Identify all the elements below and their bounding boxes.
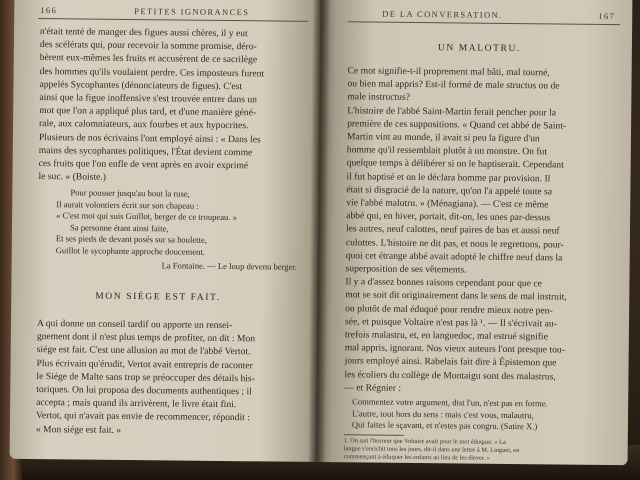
attribution: La Fontaine. — Le loup devenu berger. — [161, 260, 298, 272]
text-line: Plus écrivain qu'érudit, Vertot avait entrepris de raconter — [36, 357, 253, 371]
text-line: n'était tenté de manger des figues aussi chères, il y eut — [39, 26, 248, 40]
right-verse — [352, 396, 618, 434]
page-number-left: 166 — [40, 5, 58, 16]
text-line: était si disgracié de la nature, qu'on l'a appelé toute sa — [346, 184, 553, 198]
open-book — [10, 0, 633, 465]
text-line: ou plutôt de mal éduqué pour rendre mieux notre pen- — [345, 302, 553, 317]
text-line: quoi cet étrange abbé avait adopté le chiffre neuf dans la — [345, 250, 563, 264]
text-line: mal appris, ignorant. Nos vieux auteurs l'ont presque tou- — [344, 342, 566, 356]
right-page — [316, 0, 633, 465]
page-number-right: 167 — [598, 10, 616, 22]
text-line: L'histoire de l'abbé Saint-Martin ferait pencher pour la — [347, 104, 557, 119]
footnote-line: 1. On sait l'horreur que Voltaire avait pour le mot éduquer. « La — [343, 437, 506, 446]
footnote-line: commençant à éduquer les enfants au lieu de les élever. » — [343, 453, 491, 462]
text-line: le suc. » (Boiste.) — [38, 171, 106, 183]
header-rule-left — [38, 18, 308, 22]
verse-line: Guillot le sycophante approche doucement. — [55, 245, 205, 257]
running-head-left: PETITES IGNORANCES — [134, 6, 250, 18]
text-line: siége est fait. C'est une allusion au mot de l'abbé Vertot. — [36, 344, 251, 358]
text-line: vie l'abbé malotru. » (Ménagiana). — C'est ce même — [346, 197, 549, 211]
header-rule-right — [348, 21, 620, 25]
text-line: culottes. L'histoire ne dit pas, et nous le regrettons, pour- — [345, 236, 564, 251]
text-line: bèrent eux-mêmes les fruits et accusèrent de ce sacrilège — [39, 52, 258, 66]
text-line: ainsi que la figue inoffensive s'est trouvée entrer dans un — [39, 92, 258, 106]
section-title-right: UN MALOTRU. — [437, 43, 521, 55]
verse-line: Pour pousser jusqu'au bout la ruse, — [70, 187, 190, 199]
text-line: Martin vint au monde, il avait si peu la figure d'un — [346, 131, 540, 145]
text-line: il fut baptisé et on le déclara homme par provision. Il — [346, 170, 551, 185]
text-line: mot que l'on a appliqué plus tard, et d'une manière géné- — [39, 105, 257, 119]
text-line: toriques. On lui proposa des documents authentiques ; il — [36, 384, 252, 398]
text-line: accepta ; mais quand ils arrivèrent, le livre était fini. — [36, 397, 237, 411]
verse-line: Sa personne étant ainsi faite, — [69, 222, 169, 234]
text-line: appelés Sycophantes (dénonciateurs de figues). C'est — [39, 78, 243, 92]
text-line: quelque temps à délibérer si on le baptiserait. Cependant — [346, 157, 564, 171]
text-line: abbé qui, en hiver, portait, dit-on, les unes par-dessus — [346, 210, 551, 224]
verse-line: « C'est moi qui suis Guillot, berger de ce troupeau. » — [56, 210, 238, 223]
text-line: homme qu'il ressemblait plutôt à un monstre. On fut — [346, 144, 548, 158]
text-line: « Mon siége est fait. » — [35, 423, 122, 436]
text-line: mains des sycophantes politiques, l'État devient comme — [38, 144, 253, 159]
text-line: les écoliers du collège de Montaigu sont des malastrus, — [344, 368, 556, 383]
section-title-left: MON SIÉGE EST FAIT. — [95, 291, 221, 303]
text-line: des scélérats qui, pour recevoir la somme promise, déro- — [39, 39, 257, 53]
text-line: ces fruits que l'on enfle de vent après en avoir exprimé — [38, 158, 249, 172]
verse-line: Qui faites le sçavant, et n'estes pas congru. (Satire X.) — [351, 419, 538, 432]
text-line: gnement dont il n'est plus temps de profiter, on dit : Mon — [36, 331, 256, 345]
verse-line: Commentez votre argument, dist l'un, n'est pas en forme. — [352, 396, 548, 409]
footnote — [344, 437, 618, 464]
text-line: Plusieurs de nos écrivains l'ont employé ainsi : « Dans les — [38, 131, 261, 145]
text-line: mot se soit dit originairement dans le sens de mal instruit, — [345, 289, 567, 304]
text-line: des hommes qu'ils voulaient perdre. Ces imposteurs furent — [39, 65, 265, 80]
text-line: Il y a d'assez bonnes raisons cependant pour que ce — [345, 276, 542, 290]
running-head-right: DE LA CONVERSATION. — [382, 8, 503, 20]
text-line: le Siége de Malte sans trop se préoccuper des détails his- — [36, 370, 255, 385]
text-line: première de ces suppositions. « Quand cet abbé de Saint- — [347, 118, 567, 132]
text-line: Ce mot signifie-t-il proprement mal bâti, mal tourné, — [347, 65, 550, 79]
left-page — [10, 0, 327, 462]
text-line: male instructus? — [347, 91, 411, 104]
left-text-bottom — [36, 317, 307, 439]
verse-line: L'autre, tout hors du sens : mais c'est vous, malautru, — [352, 407, 534, 420]
text-line: Vertot, qui n'avait pas envie de recommencer, répondit : — [35, 410, 250, 424]
text-line: A qui donne un conseil tardif ou apporte un rensei- — [36, 318, 233, 332]
right-text — [344, 64, 621, 397]
footnote-line: langue s'enrichit tous les jours, dit-il dans une lettre à M. Linguet, en — [343, 445, 520, 455]
verse-line: Et ses pieds de devant posés sur sa houlette, — [55, 233, 207, 246]
left-verse — [56, 187, 307, 259]
text-line: jours employé ainsi. Rabelais fait dire à Épistemon que — [344, 355, 557, 369]
text-line: trefois malastru, et, en languedoc, mal estrué signifie — [344, 329, 548, 343]
text-line: superposition de ses vêtements. — [345, 263, 467, 276]
verse-line: Il aurait volontiers écrit sur son chapeau : — [56, 198, 199, 211]
text-line: ou bien mal appris? Est-il formé de male structus ou de — [347, 78, 560, 92]
text-line: sée, et puisque Voltaire n'est pas là ¹. — Il s'écrivait au- — [344, 316, 557, 330]
left-text-top — [38, 25, 310, 186]
text-line: les autres, neuf calottes, neuf paires de bas et aussi neuf — [345, 223, 560, 237]
text-line: — et Régnier : — [344, 382, 402, 394]
footnote-rule — [344, 434, 404, 436]
text-line: rale, aux calomniateurs, aux fourbes et aux hypocrites. — [39, 118, 249, 132]
